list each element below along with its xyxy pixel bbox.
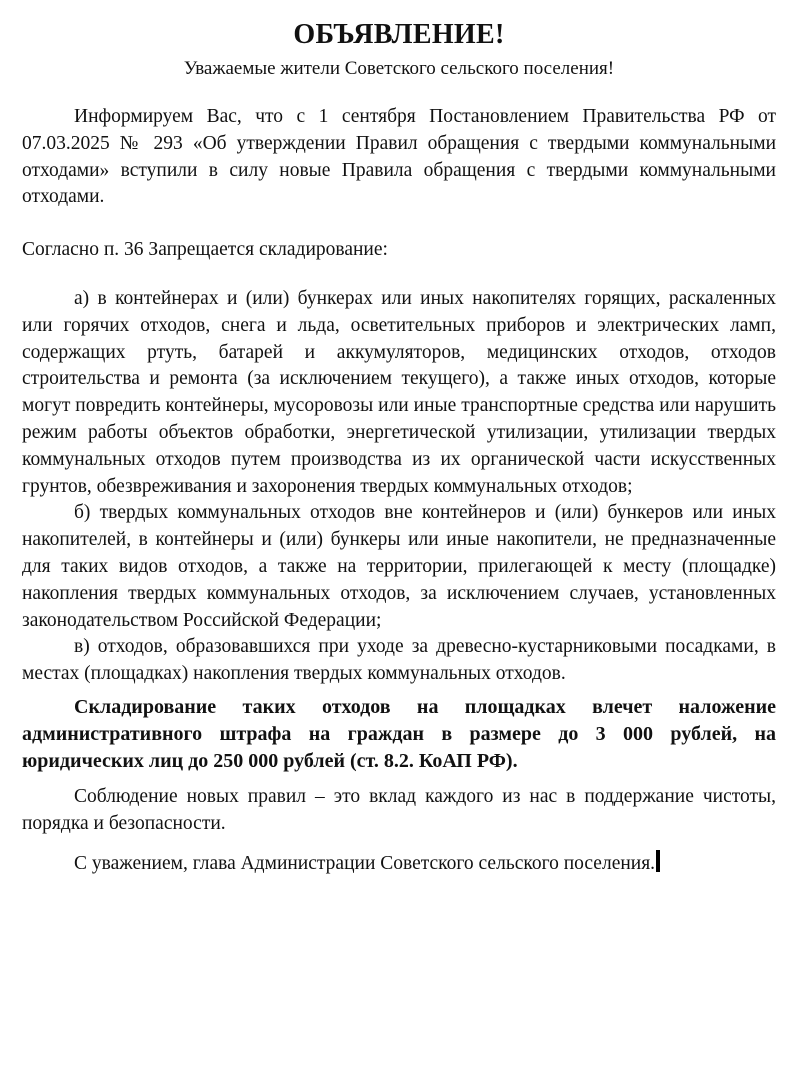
intro-paragraph: Информируем Вас, что с 1 сентября Постановлением Правительства РФ от 07.03.2025 № 293 «Об утверждении Правил обращения с твердыми коммунальными отходами» вступили в силу новые Правила обращения с твердыми коммунальными отходами. xyxy=(22,106,776,208)
text-cursor xyxy=(656,850,660,872)
prohibition-item-b: б) твердых коммунальных отходов вне контейнеров и (или) бункеров или иных накопителей, в контейнеры и (или) бункеры или иные накопители, не предназначенные для таких видов отходов, а также на территории, прилегающей к месту (площадке) накопления твердых коммунальных отходов, за исключением случаев, установленных законодательством Российской Федерации; xyxy=(22,502,776,631)
notice-subtitle: Уважаемые жители Советского сельского поселения! xyxy=(183,58,615,79)
prohibition-item-c: в) отходов, образовавшихся при уходе за древесно-кустарниковыми посадками, в местах (площадках) накопления твердых коммунальных отходов. xyxy=(22,636,776,685)
prohibition-item-a: а) в контейнерах и (или) бункерах или иных накопителях горящих, раскаленных или горячих отходов, снега и льда, осветительных приборов и электрических ламп, содержащих ртуть, батарей и аккумуляторов, медицинских отходов, отходов строительства и ремонта (за исключением текущего), а также иных отходов, которые могут повредить контейнеры, мусоровозы или иные транспортные средства или нарушить режим работы объектов обработки, энергетической утилизации, утилизации твердых коммунальных отходов путем производства из их органической части искусственных грунтов, обезвреживания и захоронения твердых коммунальных отходов; xyxy=(22,287,776,497)
according-paragraph: Согласно п. 36 Запрещается складирование: xyxy=(22,239,388,261)
closing-paragraph: Соблюдение новых правил – это вклад каждого из нас в поддержание чистоты, порядка и безопасности. xyxy=(22,786,776,835)
notice-title: ОБЪЯВЛЕНИЕ! xyxy=(293,19,505,50)
signature-text: С уважением, глава Администрации Советского сельского поселения. xyxy=(74,852,656,874)
notice-document xyxy=(22,18,776,878)
fine-warning: Складирование таких отходов на площадках влечет наложение административного штрафа на граждан в размере до 3 000 рублей, на юридических лиц до 250 000 рублей (ст. 8.2. КоАП РФ). xyxy=(22,695,776,772)
signature xyxy=(22,850,776,878)
